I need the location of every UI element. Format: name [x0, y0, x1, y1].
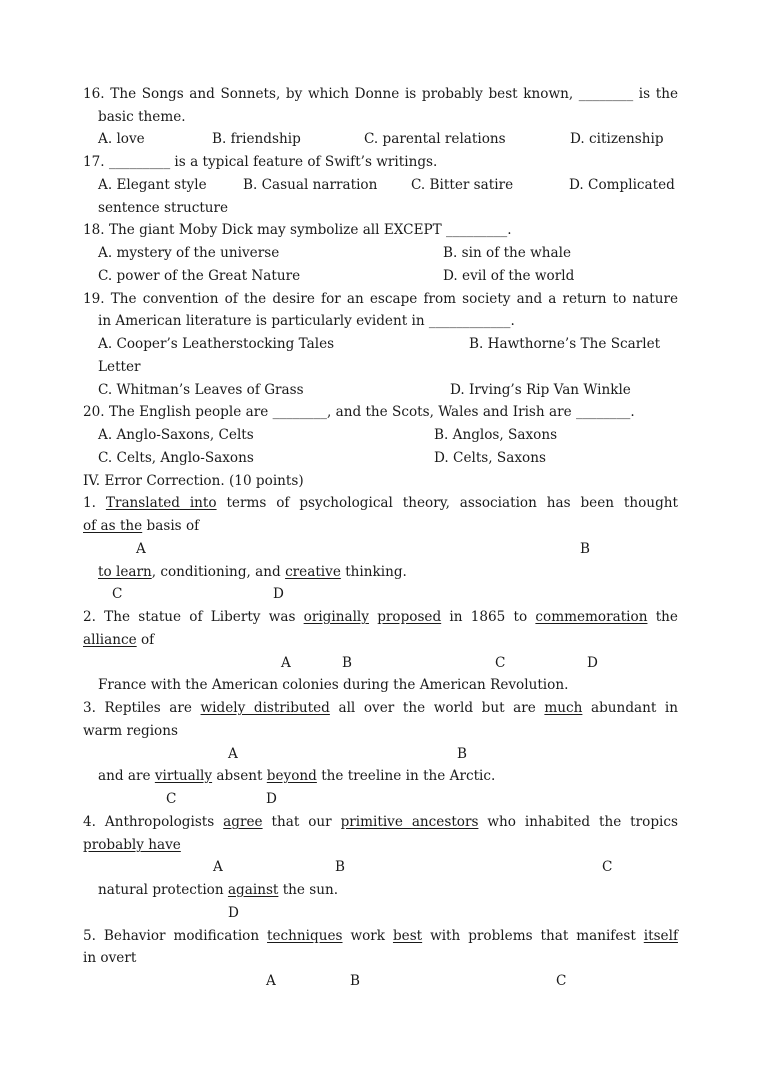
e2-line1: 2. The statue of Liberty was originally proposed in 1865 to commemoration the	[83, 609, 678, 625]
e3-line3: and are virtually absent beyond the treeline in the Arctic.	[98, 768, 496, 784]
q17-line3: sentence structure	[98, 200, 229, 216]
q17-option-b: B. Casual narration	[243, 177, 378, 193]
q20-option-b: B. Anglos, Saxons	[434, 427, 558, 443]
q18-option-a: A. mystery of the universe	[98, 245, 280, 261]
q17-option-a: A. Elegant style	[98, 177, 207, 193]
q16-line1: 16. The Songs and Sonnets, by which Donne is probably best known, ________ is the	[83, 86, 678, 102]
e5-mark-b: B	[350, 973, 360, 989]
e3-line1: 3. Reptiles are widely distributed all over the world but are much abundant in	[83, 700, 679, 716]
e1-mark-a: A	[136, 541, 146, 557]
e1-mark-b: B	[580, 541, 590, 557]
q19-option-c: C. Whitman’s Leaves of Grass	[98, 382, 304, 398]
e3-mark-a: A	[228, 746, 238, 762]
e3-mark-c: C	[166, 791, 177, 807]
e2-mark-c: C	[495, 655, 506, 671]
e2-mark-a: A	[281, 655, 291, 671]
q19-option-b: B. Hawthorne’s The Scarlet	[469, 336, 661, 352]
e1-line1: 1. Translated into terms of psychological theory, association has been thought	[83, 495, 678, 511]
q19-line1: 19. The convention of the desire for an escape from society and a return to nature	[83, 291, 678, 307]
e2-line2: alliance of	[83, 632, 155, 648]
e4-mark-d: D	[228, 905, 239, 921]
e2-line3: France with the American colonies during the American Revolution.	[98, 677, 569, 693]
q16-option-d: D. citizenship	[570, 131, 664, 147]
q20-line1: 20. The English people are ________, and the Scots, Wales and Irish are ________.	[83, 404, 635, 420]
e5-line1: 5. Behavior modification techniques work best with problems that manifest itself	[83, 928, 678, 944]
q19-option-b-cont: Letter	[98, 359, 141, 375]
e5-mark-c: C	[556, 973, 567, 989]
q17-option-d: D. Complicated	[569, 177, 675, 193]
q19-line2: in American literature is particularly evident in ____________.	[98, 313, 515, 329]
q16-option-a: A. love	[98, 131, 145, 147]
e4-line2: probably have	[83, 837, 181, 853]
e4-line1: 4. Anthropologists agree that our primitive ancestors who inhabited the tropics	[83, 814, 678, 830]
q18-line1: 18. The giant Moby Dick may symbolize all EXCEPT _________.	[83, 222, 512, 238]
e2-mark-d: D	[587, 655, 598, 671]
q17-line1: 17. _________ is a typical feature of Swift’s writings.	[83, 154, 438, 170]
e4-mark-b: B	[335, 859, 345, 875]
q20-option-d: D. Celts, Saxons	[434, 450, 546, 466]
e3-mark-d: D	[266, 791, 277, 807]
e1-mark-c: C	[112, 586, 123, 602]
q18-option-d: D. evil of the world	[443, 268, 575, 284]
q16-option-b: B. friendship	[212, 131, 301, 147]
q17-option-c: C. Bitter satire	[411, 177, 514, 193]
e1-mark-d: D	[273, 586, 284, 602]
e4-mark-c: C	[602, 859, 613, 875]
q18-option-c: C. power of the Great Nature	[98, 268, 301, 284]
e1-line2: of as the basis of	[83, 518, 200, 534]
q19-option-d: D. Irving’s Rip Van Winkle	[450, 382, 631, 398]
q18-option-b: B. sin of the whale	[443, 245, 572, 261]
q16-option-c: C. parental relations	[364, 131, 506, 147]
e3-mark-b: B	[457, 746, 467, 762]
e4-mark-a: A	[213, 859, 223, 875]
e5-line2: in overt	[83, 950, 137, 966]
q20-option-c: C. Celts, Anglo-Saxons	[98, 450, 254, 466]
e3-line2: warm regions	[83, 723, 178, 739]
e1-line3: to learn, conditioning, and creative thinking.	[98, 564, 407, 580]
e4-line3: natural protection against the sun.	[98, 882, 339, 898]
e2-mark-b: B	[342, 655, 352, 671]
q19-option-a: A. Cooper’s Leatherstocking Tales	[98, 336, 335, 352]
e5-mark-a: A	[266, 973, 276, 989]
q16-line2: basic theme.	[98, 109, 186, 125]
section-heading: IV. Error Correction. (10 points)	[83, 473, 304, 489]
q20-option-a: A. Anglo-Saxons, Celts	[98, 427, 254, 443]
